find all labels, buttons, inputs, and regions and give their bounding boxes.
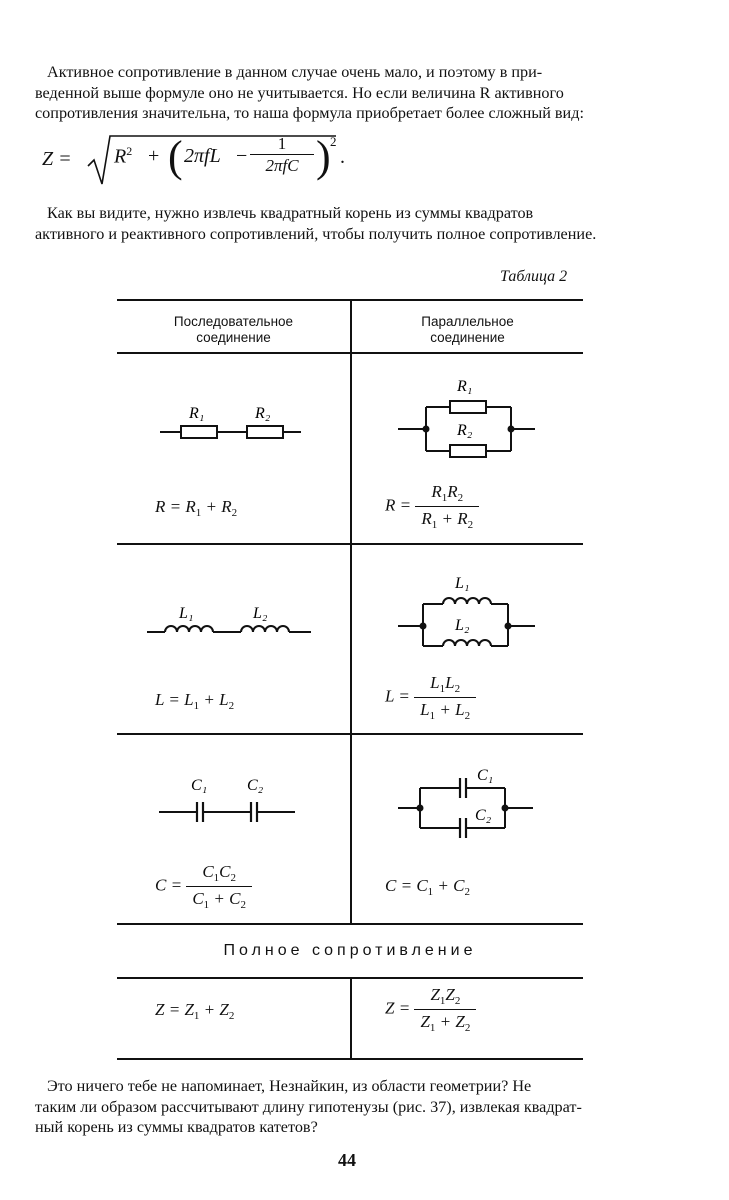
series-resistor-diagram bbox=[155, 398, 305, 448]
formula-r: $R^2$ bbox=[114, 144, 133, 168]
label-r1: R₁ bbox=[457, 378, 473, 395]
column-divider bbox=[350, 300, 352, 923]
parallel-resistor-diagram bbox=[395, 375, 540, 465]
series-resistance-eq: $R = R_1 + R_2$ bbox=[155, 497, 238, 519]
text-line: Как вы видите, нужно извлечь квадратный корень из суммы квадратов bbox=[47, 204, 534, 222]
outer-exponent: 2 bbox=[330, 134, 337, 149]
text-line: сопротивления значительна, то наша формула приобретает более сложный вид: bbox=[35, 104, 584, 122]
series-capacitor-diagram bbox=[155, 772, 305, 828]
formula-plus: + bbox=[148, 145, 160, 167]
table-caption: Таблица 2 bbox=[500, 268, 568, 285]
column-divider bbox=[350, 977, 352, 1059]
parallel-inductor-diagram bbox=[395, 570, 540, 660]
row-divider bbox=[117, 923, 583, 925]
series-impedance-eq: $Z = Z_1 + Z_2$ bbox=[155, 1000, 235, 1022]
formula-term: 2πfL bbox=[184, 145, 221, 167]
impedance-section-title: Полное сопротивление bbox=[223, 942, 477, 959]
parallel-inductance-eq: L = $\frac{L_1L_2}{L_1 + L_2}$ bbox=[385, 673, 476, 722]
label-r2: R₂ bbox=[457, 422, 473, 439]
parallel-capacitance-eq: $C = C_1 + C_2$ bbox=[385, 876, 470, 898]
formula-fraction: 1 2πfC bbox=[250, 134, 314, 177]
paragraph-explanation bbox=[35, 203, 690, 244]
label-r1: R₁ bbox=[189, 405, 205, 422]
label-c2: C₂ bbox=[247, 777, 264, 794]
formula-period: . bbox=[340, 146, 345, 168]
text-line: таким ли образом рассчитывают длину гипотенузы (рис. 37), извлекая квадрат- bbox=[35, 1097, 582, 1116]
label-c1: C₁ bbox=[477, 767, 494, 784]
text-line: Активное сопротивление в данном случае очень мало, и поэтому в при- bbox=[47, 63, 543, 81]
series-inductance-eq: $L = L_1 + L_2$ bbox=[155, 690, 235, 712]
formula-lhs: Z = bbox=[42, 148, 72, 170]
page-number: 44 bbox=[338, 1150, 356, 1170]
label-l1: L₁ bbox=[179, 605, 194, 622]
text-line: Это ничего тебе не напоминает, Незнайкин, из области геометрии? Не bbox=[47, 1077, 532, 1095]
parallel-capacitor-diagram bbox=[395, 762, 540, 847]
label-l2: L₂ bbox=[253, 605, 268, 622]
parallel-impedance-eq: Z = $\frac{Z_1Z_2}{Z_1 + Z_2}$ bbox=[385, 985, 476, 1034]
series-capacitance-eq: C = $\frac{C_1C_2}{C_1 + C_2}$ bbox=[155, 862, 252, 911]
label-c2: C₂ bbox=[475, 807, 492, 824]
text-line: активного и реактивного сопротивлений, чтобы получить полное сопротивление. bbox=[35, 224, 597, 243]
text-line: ный корень из суммы квадратов катетов? bbox=[35, 1118, 318, 1136]
impedance-formula bbox=[40, 128, 360, 190]
label-r2: R₂ bbox=[255, 405, 271, 422]
parallel-resistance-eq: R = $\frac{R_1R_2}{R_1 + R_2}$ bbox=[385, 482, 479, 531]
header-parallel: Параллельное соединение bbox=[421, 314, 514, 345]
label-c1: C₁ bbox=[191, 777, 208, 794]
series-inductor-diagram bbox=[145, 598, 315, 643]
text-line: веденной выше формуле оно не учитывается. Но если величина R активного bbox=[35, 83, 564, 102]
formula-minus: − bbox=[236, 145, 248, 167]
left-paren: ( bbox=[168, 132, 183, 181]
paragraph-geometry bbox=[35, 1076, 690, 1138]
label-l1: L₁ bbox=[455, 575, 470, 592]
paragraph-intro bbox=[35, 62, 690, 124]
header-series: Последовательное соединение bbox=[173, 314, 294, 345]
right-paren: ) bbox=[316, 132, 331, 181]
label-l2: L₂ bbox=[455, 617, 470, 634]
